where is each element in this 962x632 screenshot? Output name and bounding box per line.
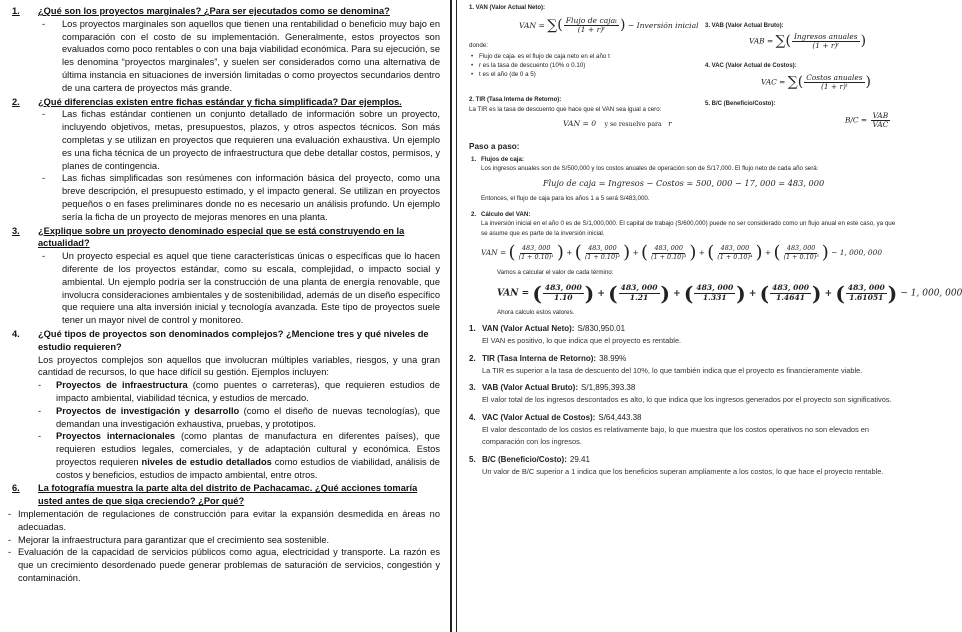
bullet-dot: • [471,70,474,78]
fraction-numerator: 483, 000 [521,244,551,253]
result-heading [469,354,898,363]
result-title: VAB (Valor Actual Bruto): [482,383,579,393]
answer-bullet [8,534,440,547]
answer-text: Evaluación de la capacidad de servicios públicos como agua, electricidad y transporte. La razón es que un crecimiento desordenado puede generar problemas de saturación de servicios, congestión y contaminación. [18,547,440,584]
result-number: 1. [469,324,476,333]
formula-equation [749,33,901,50]
fraction-denominator: (1 + r)ᵗ [821,82,848,92]
formula-equation [845,112,901,129]
result-heading [469,455,898,464]
paren-close: ) [689,242,697,263]
result-item [469,413,898,449]
fraction-denominator: (1 + r)ᵗ [577,25,606,35]
term-fraction [619,284,660,302]
bullet-dot: • [471,52,474,60]
fraction-denominator: (1 + 0.10)² [584,252,621,261]
eq-lhs: B/C = [845,115,868,125]
fraction-numerator: 483, 000 [544,283,582,293]
question-number: 1. [12,6,20,16]
paren-close: ) [736,281,746,305]
result-heading [469,413,898,422]
formula-vac [705,62,901,91]
result-item [469,324,898,348]
right-document-page [456,0,962,632]
step-title: Flujos de caja: [481,156,524,163]
paren-close: ) [812,281,822,305]
result-description: El valor descontado de los costos es relativamente bajo, lo que muestra que los costos operativos no son elevados en comparación con los ingresos. [482,424,870,447]
fraction-denominator: (1 + 0.10)⁴ [717,252,753,261]
paren-close: ) [623,242,631,263]
item-bold: Proyectos de investigación y desarrollo [56,405,240,416]
bullet-dash: - [38,405,42,416]
sum-symbol: ∑ [547,17,558,34]
plus-sign: + [594,288,609,299]
step-number: 2. [471,211,477,218]
eq-lhs: VAC = [761,77,786,87]
formula-vab [705,22,901,50]
result-description: El valor total de los ingresos descontados es alto, lo que indica que los ingresos generados por el proyecto son significativos. [482,395,892,405]
step-paragraph: La inversión inicial en el año 0 es de S/1,000,000. El capital de trabajo (S/600,000) puede no ser considerado como un flujo anual en este caso, ya que se asume que es parte de la inversión inicial. [481,220,896,237]
answer-bullet [8,250,440,327]
formula-heading: 1. VAN (Valor Actual Neto): [469,5,546,11]
question-title: ¿Qué diferencias existen entre fichas estándar y ficha simplificada? Dar ejemplos. [38,96,402,107]
formula-heading: 2. TIR (Tasa Interna de Retorno): [469,97,562,103]
plus-sign: + [630,248,642,257]
donde-item [469,61,699,70]
result-number: 5. [469,454,476,464]
paren-open: ( [759,281,770,305]
fraction-denominator: 1.4641 [776,292,806,302]
answer-bullet [8,172,440,223]
fraction-denominator: 1.61051 [849,292,884,302]
paren-open: ( [508,242,516,263]
term-fraction [543,284,584,302]
step-by-step-section [469,142,962,318]
fraction-numerator: Ingresos anuales [793,32,858,41]
bullet-dash: - [42,18,46,29]
eq-tail: − 1, 000, 000 [900,288,962,299]
question-number: 4. [12,328,20,339]
cash-flow-equation: Flujo de caja = Ingresos − Costos = 500, 000 − 17, 000 = 483, 000 [542,178,825,188]
formula-bc [705,100,901,129]
bullet-dash: - [42,173,46,184]
fraction-numerator: 483, 000 [720,244,750,253]
question-title: La fotografía muestra la parte alta del distrito de Pachacamac. ¿Qué acciones tomaría usted antes de que siga creciendo? ¿Por qué? [38,483,418,507]
question-number: 2. [12,96,20,107]
fraction-denominator: 1.331 [702,292,727,302]
donde-text: t es el año (de 0 a 5) [479,70,536,78]
paren-close: ) [556,242,564,263]
item-text: (como el diseño de nuevas tecnologías), que demandan una investigación exhaustiva, pruebas, y prototipos. [56,405,441,429]
fraction [564,17,619,35]
bullet-dot: • [471,61,474,69]
fraction-denominator: (1 + 0.10)¹ [518,252,554,261]
answer-item-text [56,405,440,431]
result-description: Un valor de B/C superior a 1 indica que los beneficios superan ampliamente a los costos, lo que hace el proyecto rentable. [482,466,884,476]
bullet-dash: - [42,109,46,120]
eq-tail: − 1, 000, 000 [831,248,883,257]
eq-lhs: VAB = [749,36,774,46]
answer-item-text [56,379,440,405]
eq-lhs: VAN = 0 [563,119,597,128]
van-values-equation [497,281,962,305]
paren-open: ( [608,281,618,305]
fraction-numerator: 483, 000 [696,283,734,293]
result-item [469,354,898,378]
paren-open: ( [557,17,563,34]
step-heading [469,210,898,219]
sum-symbol: ∑ [787,74,798,91]
step-paragraph: Los ingresos anuales son de S/500,000 y los costos anuales de operación son de S/17,000. El flujo neto de cada año será: [481,165,819,172]
fraction-numerator: 483, 000 [772,283,810,293]
van-expansion-equation [481,243,898,263]
fraction [870,112,890,129]
fraction-denominator: 1.21 [629,292,649,302]
term-fraction [517,245,556,260]
result-number: 4. [469,412,476,422]
item-bold: niveles de estudio detallados [141,456,272,467]
plus-sign: + [821,288,836,299]
step-paragraph: Ahora calculo estos valores. [497,309,575,316]
term-fraction [694,284,735,302]
eq-lhs: VAN = [481,248,507,257]
fraction-denominator: 1.10 [554,292,573,302]
eq-lhs: VAN = [497,288,530,299]
fraction-numerator: Costos anuales [806,73,863,82]
item-text: (como plantas de manufactura en diferentes países), que requieren estudios legales, comerciales, y de adaptación cultural y económica. Estos proyectos requieren [56,431,440,467]
formulas-section [469,4,898,136]
paren-close: ) [821,242,829,263]
result-title: B/C (Beneficio/Costo): [482,454,567,464]
van-terms [532,281,898,305]
step-number: 1. [471,156,477,163]
step-paragraph: Entonces, el flujo de caja para los años 1 a 5 será S/483,000. [481,195,650,202]
van-terms [508,242,829,263]
term-fraction [715,245,754,260]
result-heading [469,383,898,392]
formula-equation [761,74,901,91]
paren-close: ) [887,281,898,305]
paren-close: ) [865,74,871,91]
formula-tir [469,96,699,129]
item-text: como estudios de viabilidad, análisis de costos y beneficios, estudios de impacto ambiental, entre otros. [56,456,440,480]
answer-item [8,379,440,405]
question-number: 6. [12,483,20,494]
eq-tail: − Inversión inicial [627,20,699,30]
donde-text: Flujo de cajaₜ es el flujo de caja neto en el año t [479,52,610,60]
left-document-page [0,0,452,632]
step-heading [469,155,898,164]
donde-label: donde: [469,41,488,49]
answer-intro: Los proyectos complejos son aquellos que involucran múltiples variables, riesgos, y una gran cantidad de recursos, lo que hace difícil su gestión. Ejemplos incluyen: [38,354,440,378]
question-1-heading [8,5,440,18]
term-fraction [649,245,688,260]
answer-bullet [8,546,440,584]
eq-tail: y se resuelve para [604,121,662,128]
answer-item [8,405,440,431]
result-value: 38.99% [599,353,627,363]
formula-heading: 5. B/C (Beneficio/Costo): [705,101,776,107]
fraction-denominator: (1 + 0.10)⁵ [783,252,819,261]
step-paragraph: Vamos a calcular el valor de cada término: [497,269,614,276]
question-2-heading [8,96,440,109]
bullet-dash: - [38,380,42,391]
formula-heading: 4. VAC (Valor Actual de Costos): [705,63,797,69]
term-fraction [583,245,622,260]
result-item [469,455,898,479]
result-number: 2. [469,353,476,363]
answer-bullet [8,18,440,95]
answer-text: Implementación de regulaciones de construcción para evitar la expansión desmedida en áreas no adecuadas. [18,509,440,532]
fraction-numerator: VAB [872,111,889,120]
result-heading [469,324,898,333]
paren-close: ) [584,281,595,305]
result-title: VAN (Valor Actual Neto): [482,324,575,333]
bullet-dash: - [8,509,12,520]
formula-equation [519,17,699,35]
paren-open: ( [773,242,781,263]
question-6-heading [8,482,440,508]
result-description: El VAN es positivo, lo que indica que el proyecto es rentable. [482,336,682,345]
plus-sign: + [762,248,774,257]
term-fraction [846,284,887,302]
answer-text: Los proyectos marginales son aquellos que tienen una rentabilidad o beneficio muy bajo en comparación con el costo de su implementación. Generalmente, estos proyectos son evaluados como poco rentables o con una baja viabilidad económica. Para su ejecución, se les denomina “proyectos marginales”, y suelen ser considerados como una alternativa de última instancia en situaciones de inversión limitadas o como proyectos secundarios dentro de una cartera de proyectos más grande. [62,18,440,93]
formula-heading: 3. VAB (Valor Actual Bruto): [705,23,784,29]
paren-close: ) [860,33,867,50]
formula-description: La TIR es la tasa de descuento que hace que el VAN sea igual a cero: [469,106,662,113]
paren-open: ( [797,74,804,91]
bullet-dash: - [38,431,42,442]
fraction-denominator: VAC [872,120,889,130]
result-value: S/64,443.38 [598,412,642,422]
term-fraction [782,245,821,260]
answer-item [8,430,440,481]
result-description: La TIR es superior a la tasa de descuento del 10%, lo que también indica que el proyecto es financieramente viable. [482,365,863,375]
fraction-numerator: 483, 000 [620,283,658,293]
fraction-numerator: 483, 000 [654,244,683,253]
paren-open: ( [532,281,542,305]
formula-equation [563,119,699,129]
answer-text: Las fichas estándar contienen un conjunto detallado de información sobre un proyecto, incluyendo objetivos, metas, presupuestos, plazos, y otros aspectos técnicos. Son más completas y se utilizan en proyectos que requieren una evaluación exhaustiva. Un ejemplo es una ficha técnica de un proyecto de infraestructura que debe detallar costos, permisos, y planes de contingencia. [62,109,440,171]
paren-open: ( [574,242,582,263]
term-fraction [770,284,811,302]
step-title: Cálculo del VAN: [481,211,531,218]
result-value: 29.41 [569,454,590,464]
fraction-numerator: 483, 000 [786,244,816,253]
fraction-numerator: 483, 000 [588,244,617,253]
paren-open: ( [683,281,694,305]
paren-close: ) [660,281,670,305]
item-bold: Proyectos internacionales [56,431,176,442]
plus-sign: + [745,288,760,299]
bullet-dash: - [8,547,12,558]
result-value: S/1,895,393.38 [581,383,636,393]
answer-text: Mejorar la infraestructura para garantizar que el crecimiento sea sostenible. [18,534,330,545]
bullet-dash: - [8,534,12,545]
fraction [804,74,864,91]
result-item [469,383,898,407]
question-number: 3. [12,225,20,236]
fraction-denominator: (1 + r)ᵗ [812,41,840,51]
answer-item-text [56,430,440,481]
fraction-numerator: Flujo de cajaₜ [565,16,617,25]
plus-sign: + [670,288,684,299]
fraction-denominator: (1 + 0.10)³ [651,252,687,261]
question-title: ¿Qué son los proyectos marginales? ¿Para ser ejecutados como se denomina? [38,6,390,16]
answer-bullet [8,108,440,172]
plus-sign: + [696,248,708,257]
bullet-dash: - [42,251,46,262]
eq-lhs: VAN = [519,20,545,30]
donde-item [469,70,699,79]
plus-sign: + [563,248,575,257]
section-title: Paso a paso: [469,142,520,151]
paren-close: ) [620,17,626,34]
results-list [469,324,898,479]
question-4-heading [8,328,440,354]
fraction-numerator: 483, 000 [847,283,885,293]
paren-close: ) [755,242,763,263]
item-text: (como puentes o carreteras), que requieren estudios de impacto ambiental, viabilidad técnica, y estudios de mercado. [56,380,440,403]
eq-variable: r [668,119,672,128]
paren-open: ( [835,281,845,305]
donde-text: r es la tasa de descuento (10% o 0.10) [479,61,586,69]
question-title: ¿Qué tipos de proyectos son denominados complejos? ¿Mencione tres y qué niveles de estudio requieren? [38,328,429,352]
fraction [792,33,860,50]
paren-open: ( [707,242,715,263]
paren-open: ( [785,33,791,50]
result-title: VAC (Valor Actual de Costos): [482,412,596,422]
formula-van [469,4,699,79]
donde-item [469,52,699,61]
answer-text: Un proyecto especial es aquel que tiene características únicas o específicas que lo hacen diferente de los proyectos estándar, como su escala, complejidad, o impacto social y ambiental. Un ejemplo podría ser la construcción de una planta de energía renovable, que involucra consideraciones ambientales y de sostenibilidad, además de un diseño específico que requiere una alta inversión inicial y tecnología avanzada. Este tipo de proyectos suele tener un mayor nivel de control y monitoreo. [62,251,440,326]
paren-open: ( [641,242,649,263]
question-3-heading [8,225,440,251]
result-number: 3. [469,383,476,393]
item-bold: Proyectos de infraestructura [56,380,188,391]
answer-text: Las fichas simplificadas son resúmenes con información básica del proyecto, como una breve descripción, el presupuesto estimado, y el impacto general. Se utilizan en proyectos pequeños o en fases preliminares donde no es necesario un análisis profundo. Un ejemplo sería la ficha de un proyecto de mejoras menores en una planta. [62,173,440,222]
result-value: S/830,950.01 [577,324,626,333]
result-title: TIR (Tasa Interna de Retorno): [482,353,597,363]
question-title: ¿Explique sobre un proyecto denominado especial que se está construyendo en la actualidad? [38,225,405,249]
answer-bullet [8,508,440,534]
sum-symbol: ∑ [775,33,786,50]
